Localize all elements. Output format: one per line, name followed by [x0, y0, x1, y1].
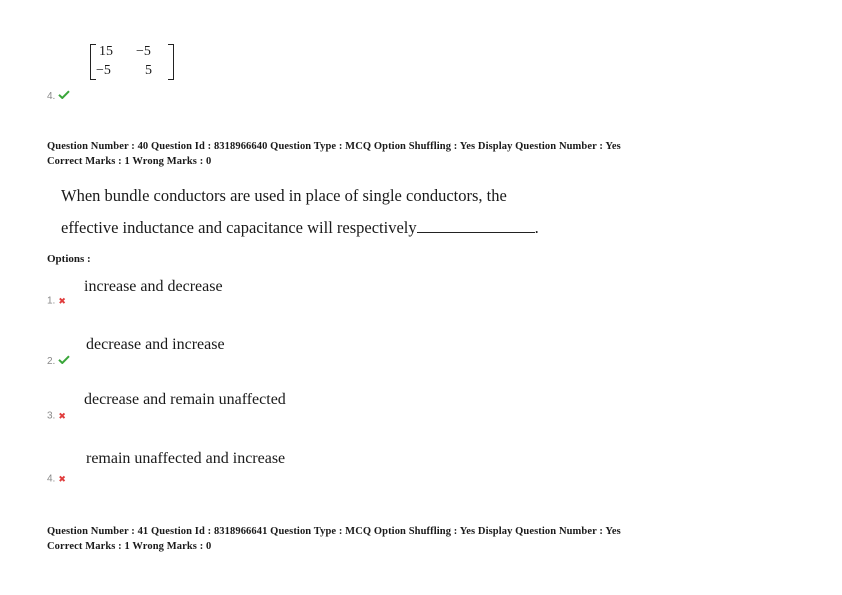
option-number: 4. [47, 91, 56, 103]
option-number: 2. [47, 356, 56, 368]
question-40-text [61, 180, 539, 244]
question-text-line-1: When bundle conductors are used in place of single conductors, the [61, 186, 507, 205]
option-number: 4. [47, 473, 56, 485]
matrix-cell-r1c2: −5 [136, 44, 151, 59]
option-1-text: increase and decrease [84, 278, 223, 295]
option-4-marker [47, 473, 66, 486]
option-1-marker [47, 295, 66, 308]
prev-option-marker [47, 90, 70, 103]
matrix-cell-r2c2: 5 [145, 63, 152, 78]
check-icon [58, 355, 70, 368]
question-41-meta [47, 524, 621, 554]
option-3-marker [47, 410, 66, 423]
marks-meta-line: Correct Marks : 1 Wrong Marks : 0 [47, 541, 212, 552]
matrix-option-4 [90, 42, 174, 82]
option-3-text: decrease and remain unaffected [84, 391, 286, 408]
question-text-line-2-body: effective inductance and capacitance will respectively [61, 218, 417, 237]
cross-icon: ✖ [58, 296, 66, 306]
question-text-line-2 [61, 212, 539, 244]
answer-blank [417, 218, 535, 233]
matrix-cell-r2c1: −5 [96, 63, 111, 78]
matrix-cell-r1c1: 15 [99, 44, 113, 59]
question-text-line-2-end: . [534, 218, 539, 237]
check-icon [58, 90, 70, 103]
options-label: Options : [47, 253, 91, 265]
option-4-text: remain unaffected and increase [86, 450, 286, 467]
matrix-right-bracket [168, 44, 174, 80]
marks-meta-line: Correct Marks : 1 Wrong Marks : 0 [47, 156, 212, 167]
cross-icon: ✖ [58, 474, 66, 484]
option-2-text: decrease and increase [86, 336, 225, 353]
option-number: 1. [47, 295, 56, 307]
option-number: 3. [47, 410, 56, 422]
cross-icon: ✖ [58, 411, 66, 421]
question-40-meta [47, 139, 621, 169]
question-meta-line: Question Number : 40 Question Id : 8318966640 Question Type : MCQ Option Shuffling : Yes Display Question Number : Yes [47, 141, 621, 152]
question-meta-line: Question Number : 41 Question Id : 8318966641 Question Type : MCQ Option Shuffling : Yes Display Question Number : Yes [47, 526, 621, 537]
option-2-marker [47, 355, 70, 368]
